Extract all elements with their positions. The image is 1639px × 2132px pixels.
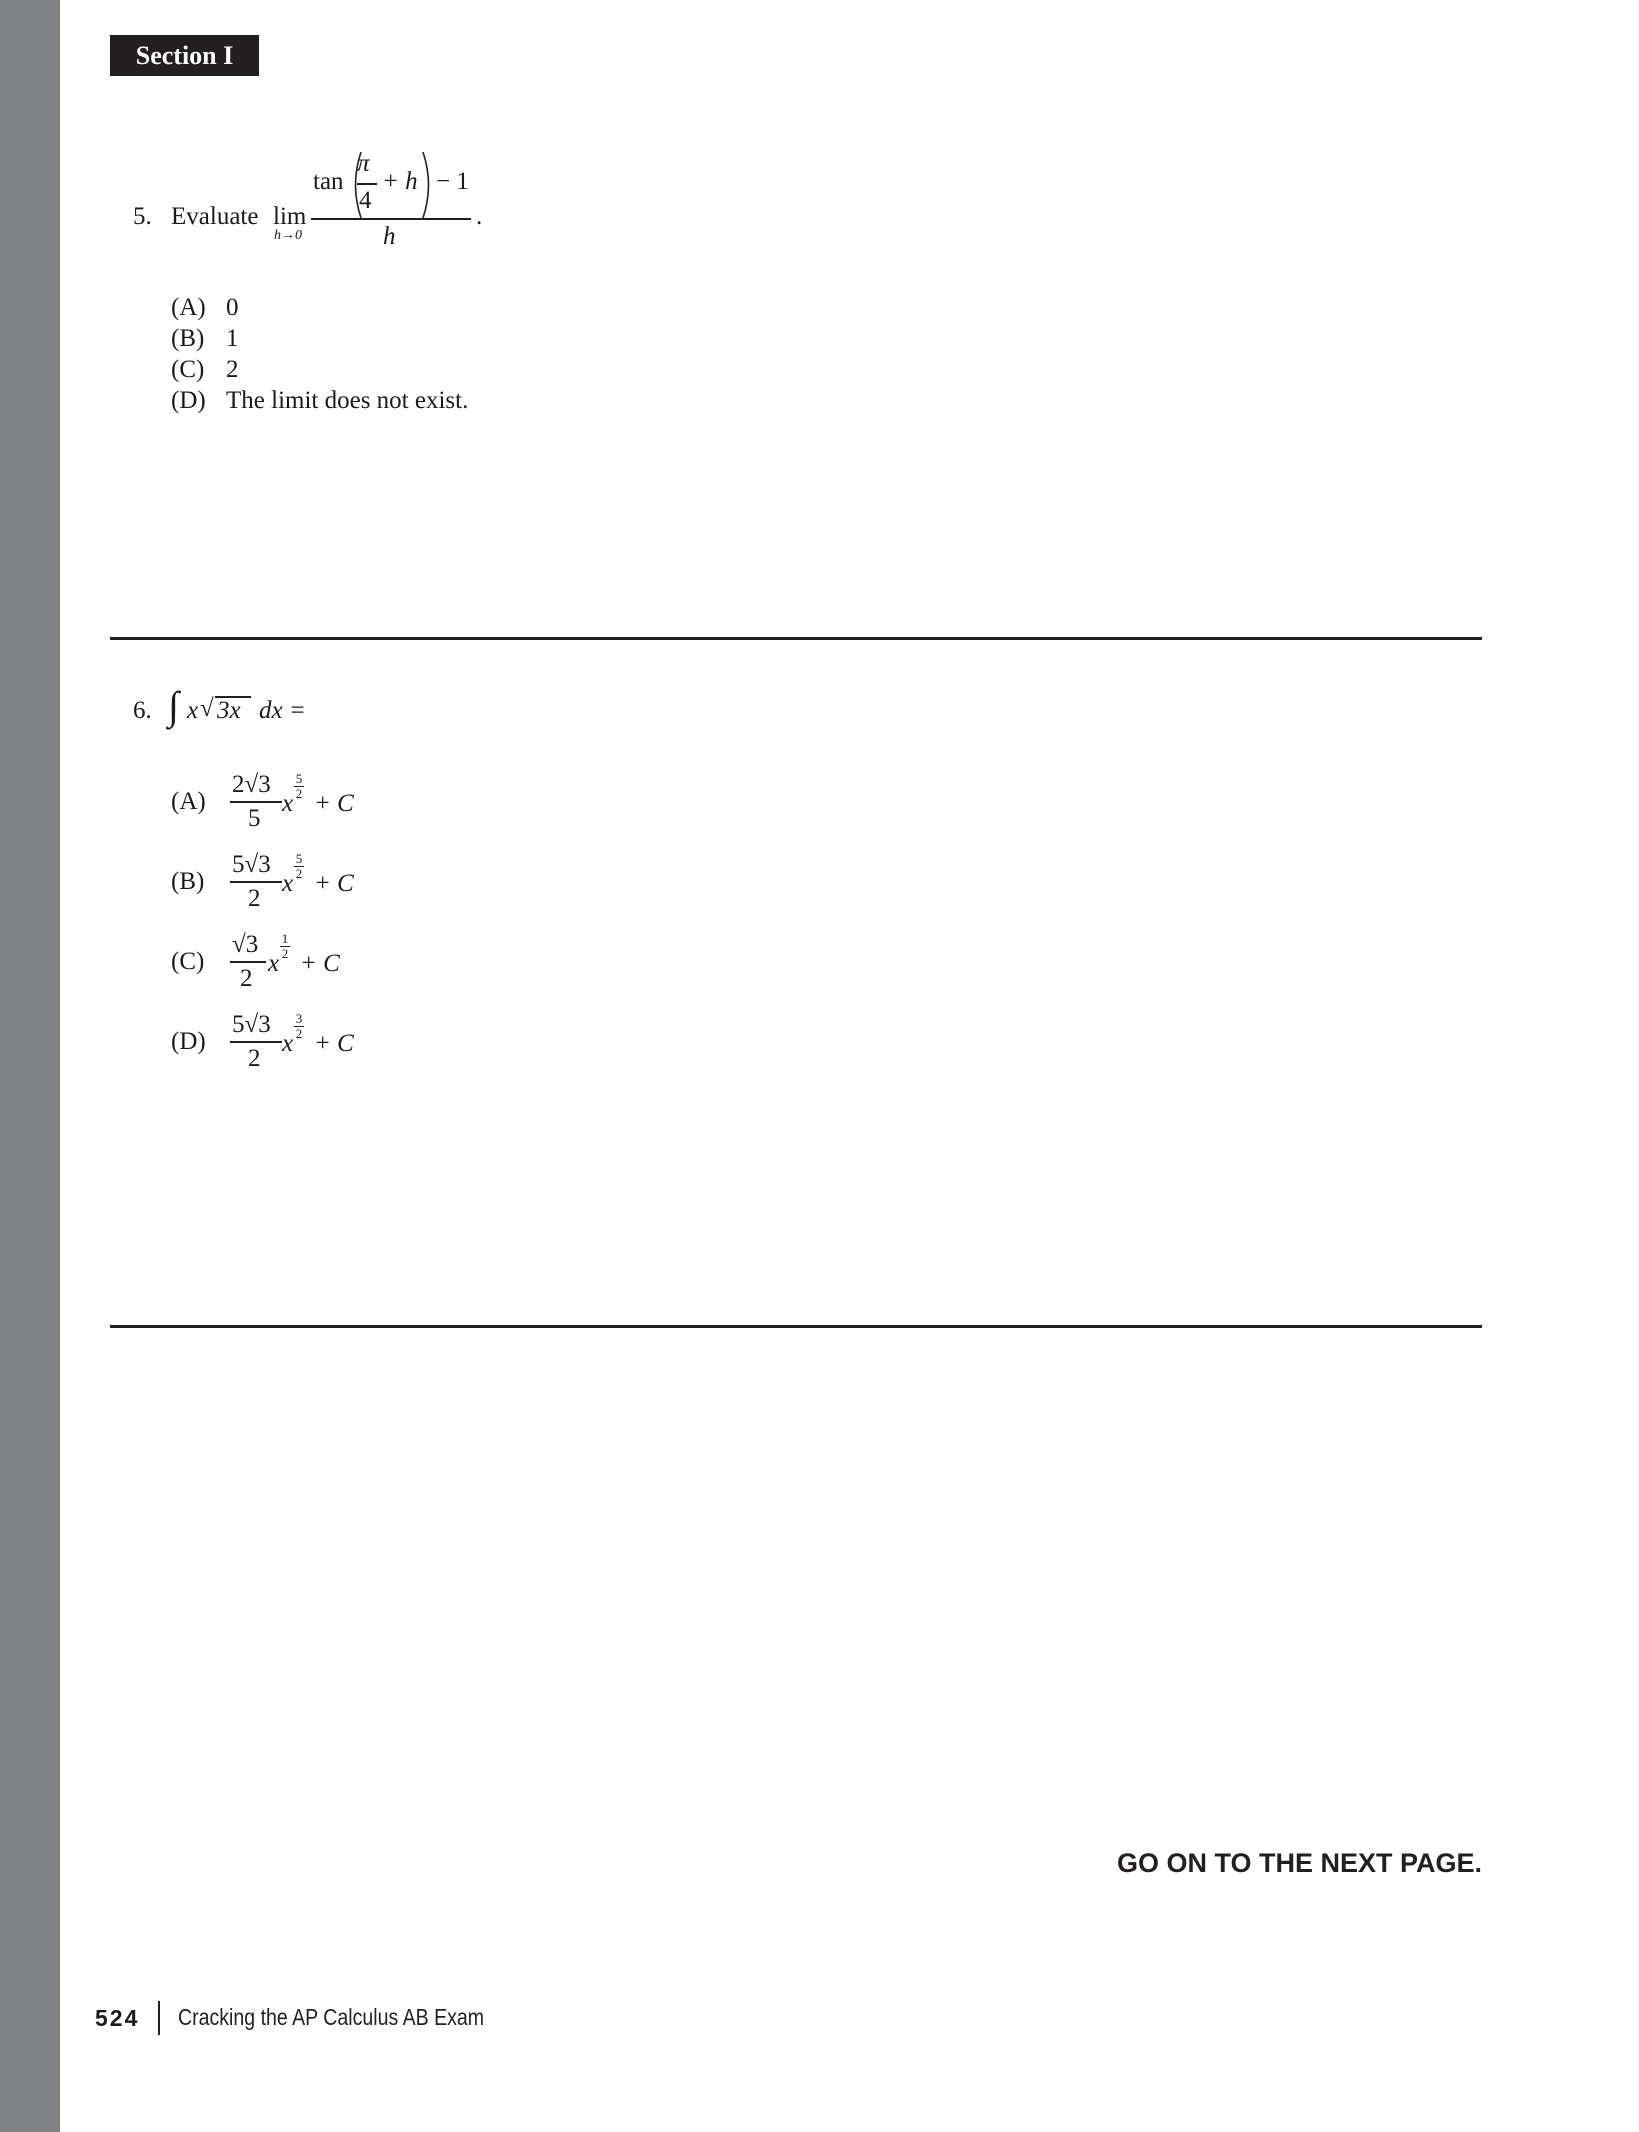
side-bar	[0, 0, 60, 2132]
pi-symbol: π	[357, 150, 370, 177]
choice-text: 0	[226, 294, 239, 321]
choice-text: 1	[226, 325, 239, 352]
choice-tail: + C	[314, 870, 354, 897]
section-divider	[110, 637, 1482, 640]
right-paren	[420, 150, 436, 220]
minus-one: − 1	[436, 168, 469, 195]
integrand-x: x	[187, 697, 199, 724]
question-number: 5.	[133, 203, 152, 230]
answer-choice-d[interactable]	[171, 385, 468, 416]
exponent-fraction: 5 2	[295, 851, 303, 881]
radicand: 3x	[217, 697, 241, 724]
choice-numerator: 2√3	[232, 771, 271, 798]
fraction-bar	[230, 961, 266, 963]
answer-choices	[171, 292, 468, 416]
plus-h: + h	[382, 168, 418, 195]
integral-sign: ∫	[168, 683, 179, 728]
choice-denominator: 2	[240, 965, 253, 992]
limit-subscript: h→0	[274, 228, 302, 243]
choice-text: 2	[226, 356, 239, 383]
choice-denominator: 2	[248, 1045, 261, 1072]
choice-denominator: 5	[248, 805, 261, 832]
choice-tail: + C	[314, 790, 354, 817]
choice-letter: (D)	[171, 1028, 206, 1055]
exponent-fraction: 3 2	[295, 1011, 303, 1041]
choice-letter: (A)	[171, 788, 206, 815]
choice-denominator: 2	[248, 885, 261, 912]
fraction-bar	[357, 183, 377, 185]
page-number: 524	[95, 2005, 140, 2031]
exponent-fraction: 5 2	[295, 771, 303, 801]
choice-numerator: √3	[232, 931, 259, 958]
fraction-bar	[230, 881, 282, 883]
choice-numerator: 5√3	[232, 1011, 271, 1038]
fraction-bar	[230, 801, 282, 803]
answer-choice-b[interactable]	[171, 323, 468, 354]
tan-function: tan	[313, 168, 344, 195]
question-number: 6.	[133, 697, 152, 724]
book-title: Cracking the AP Calculus AB Exam	[178, 2004, 485, 2030]
denominator-h: h	[383, 223, 396, 250]
choice-letter: (B)	[171, 868, 205, 895]
denominator-four: 4	[359, 187, 372, 214]
section-label: Section I	[110, 35, 259, 76]
choice-variable: x	[282, 1030, 294, 1057]
choice-tail: + C	[314, 1030, 354, 1057]
exponent-fraction: 1 2	[281, 931, 289, 961]
choice-variable: x	[282, 790, 294, 817]
choice-variable: x	[282, 870, 294, 897]
fraction-bar	[230, 1041, 282, 1043]
next-page-notice: GO ON TO THE NEXT PAGE.	[1116, 1848, 1482, 1878]
answer-choice-a[interactable]	[171, 292, 468, 323]
end-period: .	[476, 203, 483, 230]
choice-variable: x	[268, 950, 280, 977]
footer-divider	[158, 2001, 160, 2035]
sqrt-sign: √	[200, 695, 214, 722]
limit-operator: lim	[273, 203, 307, 230]
choice-text: The limit does not exist.	[226, 387, 469, 414]
dx-equals: dx =	[259, 697, 306, 724]
choice-letter: (C)	[171, 356, 205, 383]
choice-letter: (A)	[171, 294, 206, 321]
question-prompt: Evaluate	[171, 203, 259, 230]
choice-tail: + C	[300, 950, 340, 977]
choice-letter: (D)	[171, 387, 206, 414]
choice-numerator: 5√3	[232, 851, 271, 878]
main-fraction-bar	[311, 218, 471, 220]
section-divider	[110, 1325, 1482, 1328]
answer-choice-c[interactable]	[171, 354, 468, 385]
choice-letter: (C)	[171, 948, 205, 975]
choice-letter: (B)	[171, 325, 205, 352]
